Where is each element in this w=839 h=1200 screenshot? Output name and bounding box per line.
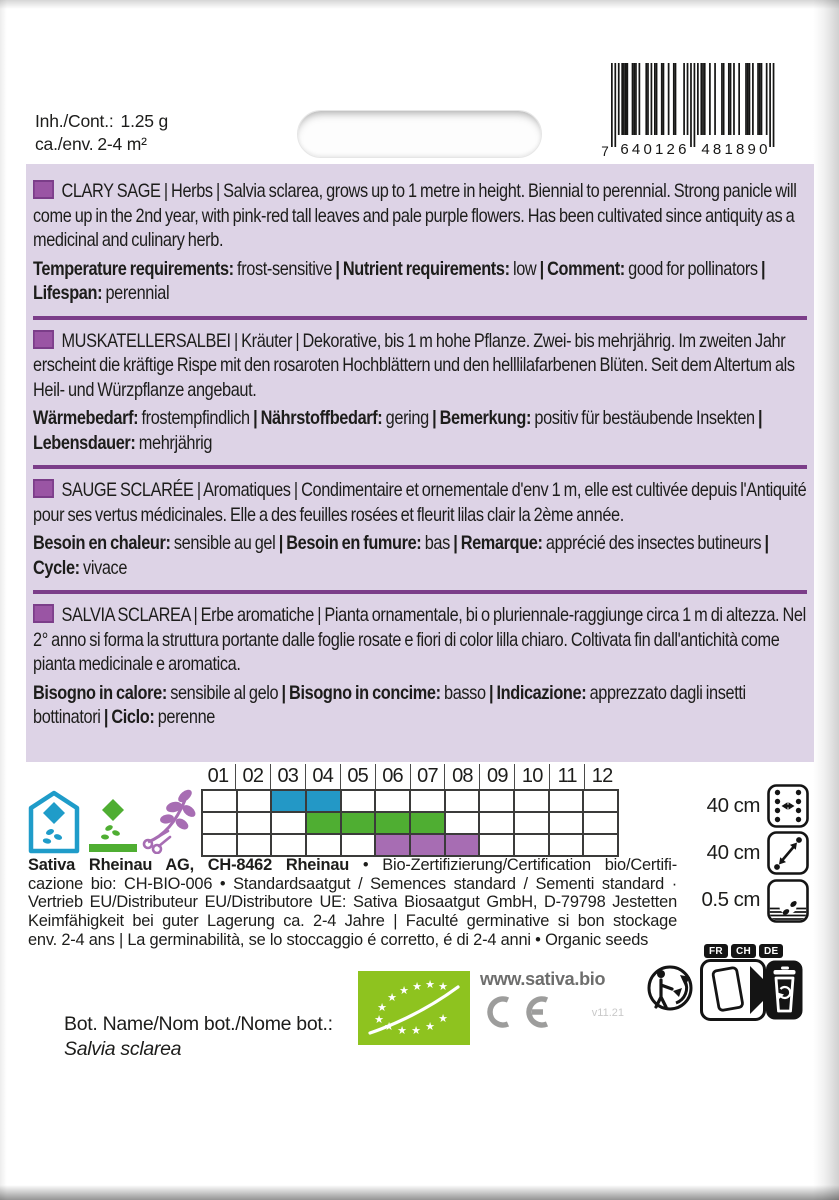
botanical-name-label: Bot. Name/Nom bot./Nome bot.: — [64, 1013, 333, 1035]
calendar-cell — [307, 813, 340, 833]
calendar-cell — [480, 791, 513, 811]
sowing-depth-label: 0.5 cm — [701, 888, 760, 911]
block-lead-text: SAUGE SCLARÉE | Aromatiques | Condimentaire et ornementale d'env 1 m, elle est cultivée depuis l'Antiquité pour ses vertus médicinales. Elle a des feuilles rosées et fleurit lilas clair la 2ème année. — [33, 479, 807, 526]
barcode-right-digits: 481890 — [701, 141, 771, 158]
calendar-month-label: 08 — [445, 764, 480, 789]
calendar-cell — [203, 791, 236, 811]
svg-text:★: ★ — [374, 1013, 384, 1026]
calendar-month-header — [201, 764, 619, 789]
calendar-cell — [203, 813, 236, 833]
company-info-line: Vertrieb EU/Distributeur EU/Distributore UE: Sativa Biosaatgut GmbH, D-79798 Jestetten — [28, 893, 677, 912]
company-info-line: cazione bio: CH-BIO-006 • Standardsaatgut / Semences standard / Sementi standard · — [28, 874, 677, 893]
botanical-name: Salvia sclarea — [64, 1038, 182, 1060]
calendar-cell — [376, 813, 409, 833]
info-block-text — [33, 478, 807, 580]
svg-text:★: ★ — [412, 980, 422, 993]
calendar-month-label: 11 — [550, 764, 585, 789]
block-specs-text: Wärmebedarf: frostempfindlich | Nährstoffbedarf: gering | Bemerkung: positiv für bestäubende Insekten | Lebensdauer: mehrjährig — [33, 407, 763, 454]
calendar-month-label: 07 — [411, 764, 446, 789]
calendar-month-label: 09 — [480, 764, 515, 789]
tab-de: DE — [759, 944, 784, 958]
barcode-left-digits: 640126 — [620, 141, 690, 158]
svg-text:★: ★ — [399, 984, 409, 997]
bullet-square — [33, 180, 54, 199]
calendar-month-label: 02 — [236, 764, 271, 789]
product-info-panel — [26, 164, 814, 762]
company-info-line: Keimfähigkeit bei guter Lagerung ca. 2-4 Jahre | Faculté germinative si bon stockage — [28, 912, 677, 931]
tab-ch: CH — [731, 944, 756, 958]
company-info-line: env. 2-4 ans | La germinabilità, se lo stoccaggio é corretto, é di 2-4 anni • Organic seeds — [28, 930, 649, 949]
calendar-cell — [238, 835, 271, 855]
calendar-cell — [238, 813, 271, 833]
calendar-cell — [550, 791, 583, 811]
packaging-disposal-icon — [700, 959, 804, 1021]
calendar-month-label: 03 — [271, 764, 306, 789]
calendar-cell — [515, 791, 548, 811]
calendar-cell — [480, 813, 513, 833]
calendar-cell — [411, 835, 444, 855]
plant-spacing-label: 40 cm — [706, 841, 760, 864]
tab-fr: FR — [704, 944, 728, 958]
calendar-cell — [307, 835, 340, 855]
calendar-month-label: 01 — [201, 764, 236, 789]
barcode-lead-digit: 7 — [601, 144, 609, 159]
calendar-cell — [376, 791, 409, 811]
calendar-month-label: 04 — [306, 764, 341, 789]
calendar-cell — [446, 791, 479, 811]
edge-shadow-right — [813, 0, 839, 1200]
calendar-cell — [550, 813, 583, 833]
calendar-cell — [203, 835, 236, 855]
svg-text:★: ★ — [387, 991, 397, 1004]
calendar-cell — [272, 813, 305, 833]
block-lead-text: MUSKATELLERSALBEI | Kräuter | Dekorative, bis 1 m hohe Pflanze. Zwei- bis mehrjährig. Im zweiten Jahr erscheint die kräftige Rispe mit den rosaroten Hochblättern und den helllilafarbenen Blüten. Seit dem Altertum als Heil- und Würzpflanze angebaut. — [33, 329, 795, 401]
calendar-cell — [307, 791, 340, 811]
svg-text:★: ★ — [425, 1020, 435, 1033]
calendar-month-label: 12 — [591, 765, 613, 787]
bullet-square — [33, 479, 54, 498]
sowing-calendar-grid — [201, 789, 619, 857]
svg-text:★: ★ — [377, 1001, 387, 1014]
calendar-month-label: 06 — [376, 764, 411, 789]
block-specs-text: Bisogno in calore: sensibile al gelo | Bisogno in concime: basso | Indicazione: apprezzato dagli insetti bottinatori | Ciclo: perenne — [33, 681, 746, 728]
eu-organic-logo — [358, 971, 470, 1045]
svg-text:★: ★ — [438, 1012, 448, 1025]
calendar-cell — [411, 813, 444, 833]
row-spacing-icon — [767, 784, 809, 828]
plant-spacing-icon — [767, 831, 809, 875]
company-info — [28, 856, 677, 950]
disposal-country-tabs — [704, 944, 783, 958]
info-block-text — [33, 179, 807, 306]
svg-text:★: ★ — [397, 1024, 407, 1037]
calendar-cell — [446, 835, 479, 855]
calendar-cell — [272, 835, 305, 855]
calendar-cell — [515, 835, 548, 855]
info-block-text — [33, 603, 807, 730]
calendar-cell — [238, 791, 271, 811]
calendar-cell — [515, 813, 548, 833]
version-number: v11.21 — [591, 1007, 624, 1019]
calendar-cell — [342, 791, 375, 811]
greenhouse-sowing-icon — [28, 790, 80, 854]
calendar-cell — [376, 835, 409, 855]
edge-shadow-bottom — [0, 1185, 839, 1200]
calendar-month-label: 05 — [341, 764, 376, 789]
calendar-cell — [480, 835, 513, 855]
calendar-cell — [342, 813, 375, 833]
calendar-month-label: 10 — [515, 764, 550, 789]
block-specs-text: Besoin en chaleur: sensible au gel | Besoin en fumure: bas | Remarque: apprécié des insectes butineurs | Cycle: vivace — [33, 532, 769, 579]
info-block-fr — [26, 469, 814, 590]
svg-text:★: ★ — [411, 1024, 421, 1037]
outdoor-sowing-icon — [88, 797, 138, 854]
content-quantity — [35, 110, 168, 155]
calendar-cell — [584, 813, 617, 833]
barcode — [598, 63, 780, 163]
svg-text:★: ★ — [438, 980, 448, 993]
row-spacing-label: 40 cm — [706, 794, 760, 817]
block-lead-text: CLARY SAGE | Herbs | Salvia sclarea, grows up to 1 metre in height. Biennial to perennial. Strong panicle will come up in the 2nd year, with pink-red tall leaves and pale purple flowers. Has been cultivated since antiquity as a medicinal and culinary herb. — [33, 180, 797, 251]
calendar-cell — [272, 791, 305, 811]
website-url: www.sativa.bio — [480, 969, 606, 989]
bullet-square — [33, 604, 54, 623]
edge-shadow-top — [0, 0, 839, 9]
calendar-cell — [550, 835, 583, 855]
calendar-cell — [446, 813, 479, 833]
hang-hole-slot — [297, 110, 542, 158]
info-block-en — [26, 170, 814, 316]
svg-text:★: ★ — [425, 978, 435, 991]
calendar-cell — [411, 791, 444, 811]
harvest-cutting-icon — [140, 788, 198, 854]
info-block-it — [26, 594, 814, 740]
info-block-text — [33, 329, 807, 456]
company-info-line: Sativa Rheinau AG, CH-8462 Rheinau • Bio-Zertifizierung/Certification bio/Certifi- — [28, 856, 677, 874]
info-block-de — [26, 320, 814, 466]
content-line: Inh./Cont.: 1.25 g — [35, 111, 169, 131]
bullet-square — [33, 330, 54, 349]
svg-text:★: ★ — [384, 1020, 394, 1033]
ce-mark-icon — [479, 995, 559, 1029]
barcode-bars — [611, 63, 779, 147]
edge-shadow-left — [0, 0, 7, 1200]
triman-recycling-icon — [646, 957, 694, 1015]
sowing-depth-icon — [767, 879, 809, 923]
calendar-cell — [342, 835, 375, 855]
block-specs-text: Temperature requirements: frost-sensitive | Nutrient requirements: low | Comment: good for pollinators | Lifespan: perennial — [33, 257, 766, 304]
calendar-cell — [584, 791, 617, 811]
area-line: ca./env. 2-4 m² — [35, 133, 147, 154]
calendar-cell — [584, 835, 617, 855]
block-lead-text: SALVIA SCLAREA | Erbe aromatiche | Pianta ornamentale, bi o pluriennale-raggiunge circa 1 m di altezza. Nel 2° anno si forma la struttura portante dalle foglie rosate e fiori di color lilla chiaro. Coltivata fin dall'antichità come pianta medicinale e aromatica. — [33, 604, 806, 675]
